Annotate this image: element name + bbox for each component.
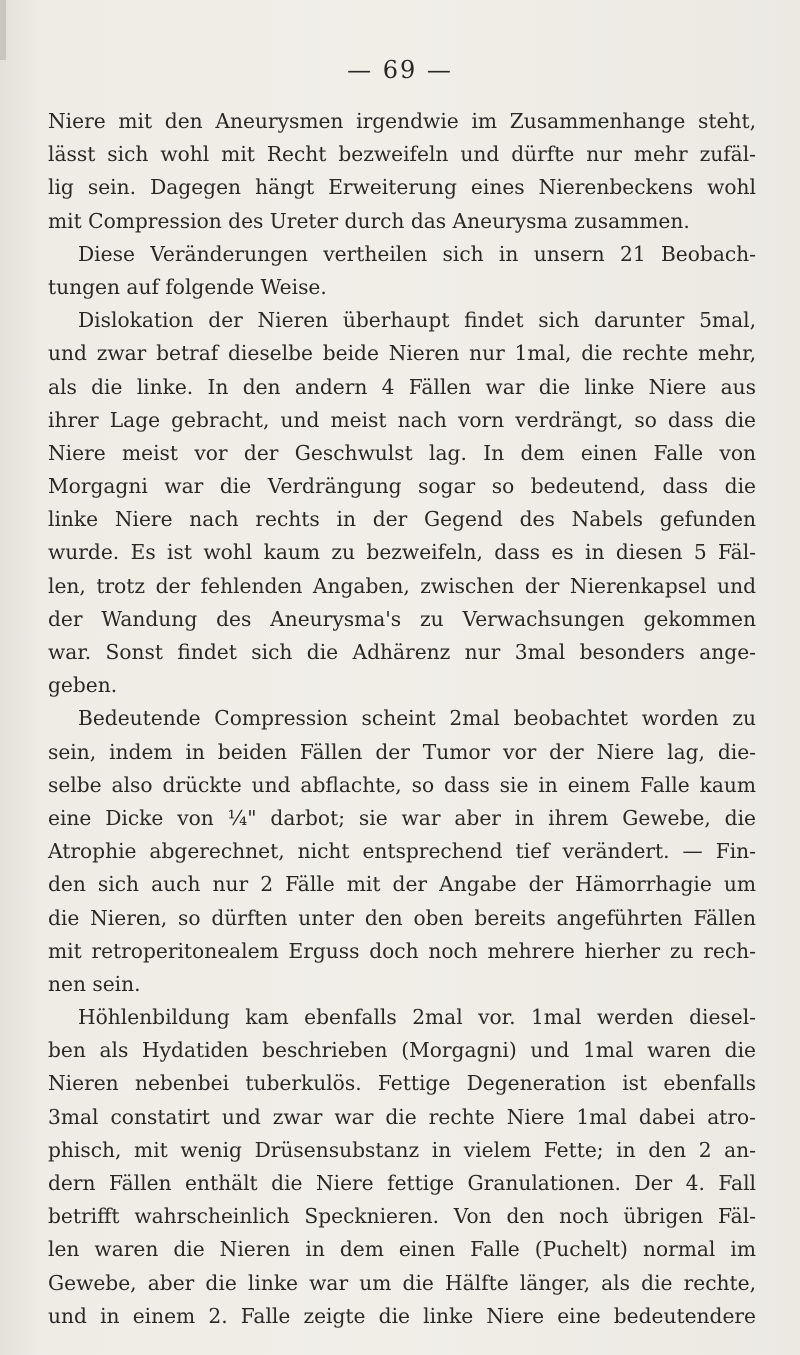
text-line: und zwar betraf dieselbe beide Nieren nur 1mal, die rechte mehr, (48, 341, 756, 366)
text-line: wurde. Es ist wohl kaum zu bezweifeln, dass es in diesen 5 Fäl- (48, 540, 756, 565)
text-line: Gewebe, aber die linke war um die Hälfte länger, als die rechte, (48, 1270, 756, 1295)
text-line: als die linke. In den andern 4 Fällen war die linke Niere aus (48, 374, 756, 399)
text-line: die Nieren, so dürften unter den oben bereits angeführten Fällen (48, 905, 756, 930)
text-line: den sich auch nur 2 Fälle mit der Angabe der Hämorrhagie um (48, 872, 756, 897)
body-text (48, 105, 756, 1333)
text-line: sein, indem in beiden Fällen der Tumor vor der Niere lag, die- (48, 739, 756, 764)
text-line: ihrer Lage gebracht, und meist nach vorn verdrängt, so dass die (48, 407, 756, 432)
text-line: lässt sich wohl mit Recht bezweifeln und dürfte nur mehr zufäl- (48, 142, 756, 167)
text-line: 3mal constatirt und zwar war die rechte Niere 1mal dabei atro- (48, 1104, 756, 1129)
text-line: len, trotz der fehlenden Angaben, zwischen der Nierenkapsel und (48, 573, 756, 598)
text-line: war. Sonst findet sich die Adhärenz nur 3mal besonders ange- (48, 640, 756, 664)
text-line: selbe also drückte und abflachte, so dass sie in einem Falle kaum (48, 772, 756, 797)
text-line: len waren die Nieren in dem einen Falle (Puchelt) normal im (48, 1237, 756, 1262)
text-line: eine Dicke von ¼" darbot; sie war aber in ihrem Gewebe, die (48, 805, 756, 830)
text-line: der Wandung des Aneurysma's zu Verwachsungen gekommen (48, 606, 756, 631)
text-line: Höhlenbildung kam ebenfalls 2mal vor. 1mal werden diesel- (78, 1005, 756, 1030)
page-edge-shadow (0, 0, 6, 60)
text-line: Atrophie abgerechnet, nicht entsprechend tief verändert. — Fin- (48, 839, 756, 864)
text-line: Niere mit den Aneurysmen irgendwie im Zusammenhange steht, (48, 109, 756, 133)
text-line: phisch, mit wenig Drüsensubstanz in vielem Fette; in den 2 an- (48, 1137, 756, 1162)
text-line: nen sein. (48, 971, 141, 996)
text-line: lig sein. Dagegen hängt Erweiterung eines Nierenbeckens wohl (48, 175, 756, 200)
text-line: geben. (48, 673, 118, 698)
text-line: mit retroperitonealem Erguss doch noch mehrere hierher zu rech- (48, 938, 756, 963)
text-line: Bedeutende Compression scheint 2mal beobachtet worden zu (78, 706, 756, 731)
page-number: — 69 — (347, 56, 453, 84)
text-line: mit Compression des Ureter durch das Aneurysma zusammen. (48, 208, 690, 233)
text-line: Diese Veränderungen vertheilen sich in unsern 21 Beobach- (78, 241, 756, 266)
text-line: Nieren nebenbei tuberkulös. Fettige Degeneration ist ebenfalls (48, 1071, 756, 1096)
text-line: Morgagni war die Verdrängung sogar so bedeutend, dass die (48, 474, 756, 499)
text-line: und in einem 2. Falle zeigte die linke Niere eine bedeutendere (48, 1303, 756, 1328)
text-line: linke Niere nach rechts in der Gegend des Nabels gefunden (48, 507, 756, 532)
text-line: ben als Hydatiden beschrieben (Morgagni) und 1mal waren die (48, 1038, 756, 1063)
text-line: dern Fällen enthält die Niere fettige Granulationen. Der 4. Fall (48, 1171, 756, 1195)
text-line: tungen auf folgende Weise. (48, 274, 327, 299)
text-line: Dislokation der Nieren überhaupt findet sich darunter 5mal, (78, 308, 756, 333)
text-line: betrifft wahrscheinlich Specknieren. Von den noch übrigen Fäl- (48, 1204, 756, 1229)
text-line: Niere meist vor der Geschwulst lag. In dem einen Falle von (48, 440, 756, 465)
